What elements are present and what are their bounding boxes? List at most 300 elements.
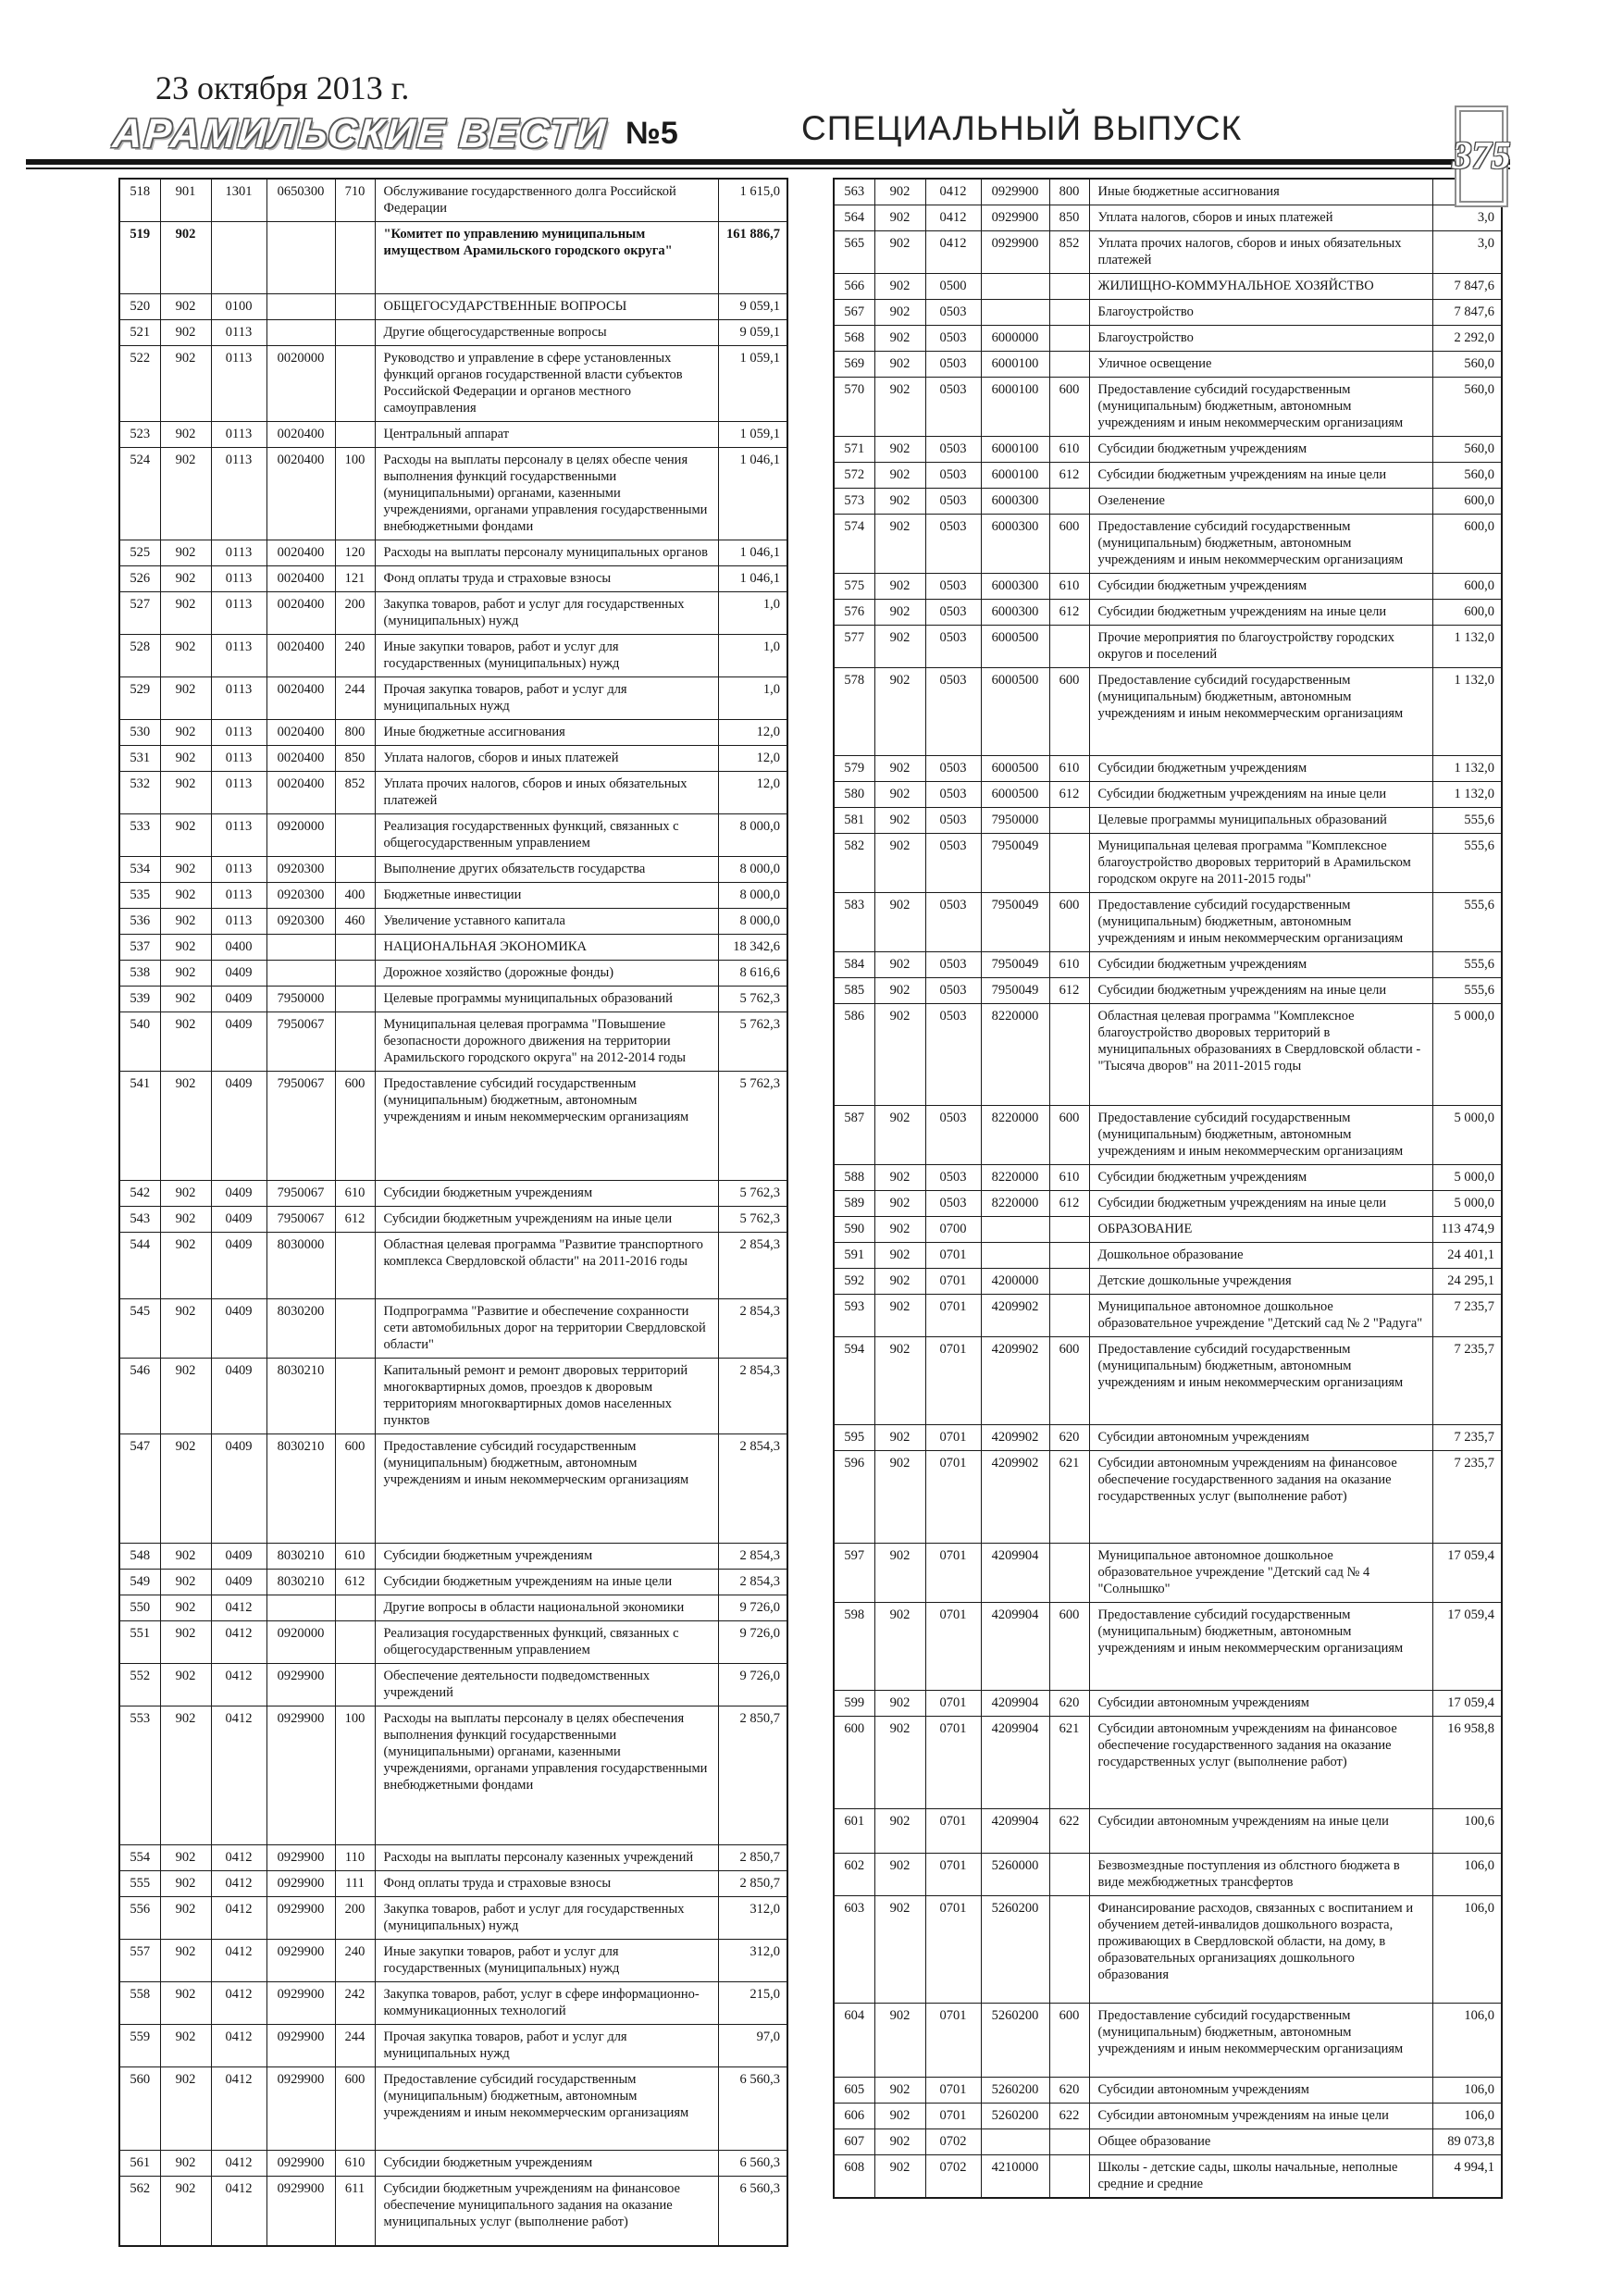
- table-row: [834, 2104, 1502, 2129]
- cell-expense-type: 240: [335, 1940, 375, 1982]
- table-row: [834, 1269, 1502, 1295]
- cell-expense-type: [335, 1664, 375, 1706]
- table-row: [834, 574, 1502, 600]
- cell-section-code: 0701: [925, 1603, 981, 1691]
- cell-name: Субсидии бюджетным учреждениям на иные цели: [1089, 782, 1432, 808]
- cell-amount: 600,0: [1432, 515, 1502, 574]
- cell-name: Предоставление субсидий государственным (муниципальным) бюджетным, автономным учреждениям и иным некоммерческим организациям: [1089, 1106, 1432, 1165]
- cell-grbs-code: 902: [160, 1940, 211, 1982]
- cell-grbs-code: 902: [874, 352, 925, 378]
- cell-target-article: 0929900: [981, 231, 1049, 274]
- budget-table-right: [833, 178, 1503, 2199]
- cell-target-article: 0920000: [266, 1621, 335, 1664]
- cell-name: Субсидии бюджетным учреждениям на иные цели: [375, 1570, 718, 1595]
- cell-grbs-code: 902: [874, 808, 925, 834]
- cell-grbs-code: 902: [874, 978, 925, 1004]
- cell-expense-type: 612: [1049, 1191, 1089, 1217]
- table-row: [119, 635, 787, 677]
- cell-expense-type: 110: [335, 1845, 375, 1871]
- cell-row-number: 544: [119, 1233, 160, 1299]
- cell-expense-type: 242: [335, 1982, 375, 2025]
- cell-grbs-code: 902: [160, 883, 211, 909]
- cell-name: Субсидии автономным учреждениям на иные цели: [1089, 2104, 1432, 2129]
- cell-target-article: 8030210: [266, 1570, 335, 1595]
- cell-section-code: 0701: [925, 1243, 981, 1269]
- cell-grbs-code: 902: [874, 1295, 925, 1337]
- cell-row-number: 549: [119, 1570, 160, 1595]
- cell-target-article: 8030210: [266, 1434, 335, 1544]
- cell-row-number: 536: [119, 909, 160, 935]
- cell-grbs-code: 902: [160, 1706, 211, 1845]
- cell-expense-type: 400: [335, 883, 375, 909]
- cell-amount: 5 000,0: [1432, 1191, 1502, 1217]
- cell-row-number: 607: [834, 2129, 874, 2155]
- table-row: [119, 566, 787, 592]
- cell-row-number: 569: [834, 352, 874, 378]
- cell-expense-type: 621: [1049, 1451, 1089, 1544]
- table-row: [119, 448, 787, 540]
- cell-section-code: 0409: [211, 1207, 266, 1233]
- cell-grbs-code: 902: [160, 1845, 211, 1871]
- cell-grbs-code: 902: [874, 756, 925, 782]
- cell-target-article: 8030200: [266, 1299, 335, 1359]
- cell-grbs-code: 902: [160, 566, 211, 592]
- cell-target-article: 7950067: [266, 1181, 335, 1207]
- cell-row-number: 532: [119, 772, 160, 814]
- cell-section-code: 0503: [925, 756, 981, 782]
- cell-grbs-code: 902: [874, 179, 925, 205]
- cell-target-article: 0020400: [266, 448, 335, 540]
- cell-grbs-code: 902: [874, 437, 925, 463]
- cell-grbs-code: 902: [160, 1359, 211, 1434]
- cell-expense-type: 610: [1049, 1165, 1089, 1191]
- cell-row-number: 592: [834, 1269, 874, 1295]
- cell-target-article: 0020400: [266, 540, 335, 566]
- cell-expense-type: 612: [1049, 463, 1089, 489]
- table-row: [119, 772, 787, 814]
- cell-grbs-code: 902: [874, 1243, 925, 1269]
- cell-amount: 1 046,1: [718, 566, 787, 592]
- cell-amount: 2 854,3: [718, 1233, 787, 1299]
- cell-name: Фонд оплаты труда и страховые взносы: [375, 1871, 718, 1897]
- cell-grbs-code: 902: [160, 346, 211, 422]
- cell-target-article: 6000100: [981, 378, 1049, 437]
- cell-name: Целевые программы муниципальных образований: [1089, 808, 1432, 834]
- cell-expense-type: 621: [1049, 1717, 1089, 1809]
- cell-expense-type: [335, 422, 375, 448]
- cell-row-number: 585: [834, 978, 874, 1004]
- cell-expense-type: 612: [1049, 600, 1089, 626]
- cell-section-code: 0701: [925, 1854, 981, 1896]
- cell-expense-type: [335, 1595, 375, 1621]
- cell-expense-type: 600: [1049, 893, 1089, 952]
- cell-section-code: 0701: [925, 1295, 981, 1337]
- table-row: [834, 1106, 1502, 1165]
- cell-name: Иные закупки товаров, работ и услуг для государственных (муниципальных) нужд: [375, 635, 718, 677]
- cell-row-number: 594: [834, 1337, 874, 1425]
- cell-section-code: 0412: [211, 2067, 266, 2151]
- cell-amount: 106,0: [1432, 2004, 1502, 2078]
- cell-section-code: 0400: [211, 935, 266, 961]
- table-row: [119, 909, 787, 935]
- cell-target-article: 0929900: [266, 2067, 335, 2151]
- cell-name: Иные бюджетные ассигнования: [1089, 179, 1432, 205]
- cell-name: Субсидии автономным учреждениям на финансовое обеспечение государственного задания на оказание государственных услуг (выполнение работ): [1089, 1717, 1432, 1809]
- cell-amount: 2 854,3: [718, 1359, 787, 1434]
- cell-target-article: 0929900: [266, 1664, 335, 1706]
- cell-section-code: 0503: [925, 1004, 981, 1106]
- cell-target-article: 0020400: [266, 592, 335, 635]
- cell-grbs-code: 902: [874, 1854, 925, 1896]
- cell-target-article: [266, 320, 335, 346]
- cell-amount: 1 132,0: [1432, 782, 1502, 808]
- cell-name: Уличное освещение: [1089, 352, 1432, 378]
- cell-expense-type: [1049, 626, 1089, 668]
- cell-row-number: 604: [834, 2004, 874, 2078]
- cell-section-code: 0701: [925, 1337, 981, 1425]
- cell-section-code: 0503: [925, 352, 981, 378]
- cell-section-code: 0503: [925, 668, 981, 756]
- cell-expense-type: 622: [1049, 1809, 1089, 1854]
- cell-expense-type: 600: [335, 1434, 375, 1544]
- cell-amount: 5 762,3: [718, 1181, 787, 1207]
- cell-name: Иные закупки товаров, работ и услуг для государственных (муниципальных) нужд: [375, 1940, 718, 1982]
- cell-name: Субсидии бюджетным учреждениям на иные цели: [375, 1207, 718, 1233]
- cell-row-number: 602: [834, 1854, 874, 1896]
- cell-row-number: 520: [119, 294, 160, 320]
- cell-target-article: [266, 294, 335, 320]
- table-row: [834, 1337, 1502, 1425]
- cell-target-article: [266, 1595, 335, 1621]
- cell-amount: 113 474,9: [1432, 1217, 1502, 1243]
- table-row: [119, 320, 787, 346]
- cell-name: Центральный аппарат: [375, 422, 718, 448]
- cell-target-article: [266, 961, 335, 987]
- cell-expense-type: [1049, 808, 1089, 834]
- cell-row-number: 553: [119, 1706, 160, 1845]
- cell-grbs-code: 902: [874, 574, 925, 600]
- cell-section-code: 0503: [925, 626, 981, 668]
- cell-amount: 5 762,3: [718, 1072, 787, 1181]
- cell-target-article: 6000300: [981, 574, 1049, 600]
- table-row: [834, 782, 1502, 808]
- cell-expense-type: 600: [1049, 1337, 1089, 1425]
- cell-amount: 2 850,7: [718, 1706, 787, 1845]
- cell-section-code: 0701: [925, 1717, 981, 1809]
- cell-row-number: 564: [834, 205, 874, 231]
- cell-amount: 100,6: [1432, 1809, 1502, 1854]
- table-row: [119, 1233, 787, 1299]
- cell-grbs-code: 902: [160, 2177, 211, 2246]
- cell-section-code: 0100: [211, 294, 266, 320]
- cell-expense-type: 244: [335, 677, 375, 720]
- cell-name: Благоустройство: [1089, 300, 1432, 326]
- cell-row-number: 565: [834, 231, 874, 274]
- cell-target-article: 0929900: [266, 1940, 335, 1982]
- cell-target-article: 6000300: [981, 489, 1049, 515]
- cell-expense-type: 244: [335, 2025, 375, 2067]
- cell-target-article: 0929900: [266, 2151, 335, 2177]
- cell-section-code: 0701: [925, 1544, 981, 1603]
- table-row: [119, 2025, 787, 2067]
- cell-target-article: 4209904: [981, 1603, 1049, 1691]
- cell-amount: 5 000,0: [1432, 1004, 1502, 1106]
- cell-expense-type: 800: [1049, 179, 1089, 205]
- table-row: [119, 1664, 787, 1706]
- cell-expense-type: 600: [1049, 1106, 1089, 1165]
- cell-amount: 312,0: [718, 1940, 787, 1982]
- masthead-logo: АРАМИЛЬСКИЕ ВЕСТИ: [111, 111, 609, 156]
- cell-amount: 9 726,0: [718, 1595, 787, 1621]
- cell-row-number: 561: [119, 2151, 160, 2177]
- cell-grbs-code: 902: [160, 1621, 211, 1664]
- masthead: [113, 111, 678, 157]
- cell-amount: 7 235,7: [1432, 1425, 1502, 1451]
- cell-amount: 560,0: [1432, 463, 1502, 489]
- cell-section-code: 0503: [925, 808, 981, 834]
- cell-amount: 555,6: [1432, 893, 1502, 952]
- cell-target-article: 8220000: [981, 1106, 1049, 1165]
- cell-section-code: 0113: [211, 635, 266, 677]
- cell-target-article: 0929900: [981, 179, 1049, 205]
- cell-expense-type: 611: [335, 2177, 375, 2246]
- cell-row-number: 540: [119, 1012, 160, 1072]
- cell-row-number: 556: [119, 1897, 160, 1940]
- cell-expense-type: 600: [1049, 668, 1089, 756]
- cell-amount: 560,0: [1432, 437, 1502, 463]
- cell-grbs-code: 902: [874, 668, 925, 756]
- cell-target-article: [981, 300, 1049, 326]
- cell-section-code: 0701: [925, 1269, 981, 1295]
- table-row: [119, 222, 787, 294]
- cell-grbs-code: 902: [160, 935, 211, 961]
- cell-section-code: 0412: [211, 1982, 266, 2025]
- cell-target-article: 0020400: [266, 677, 335, 720]
- cell-amount: 1 132,0: [1432, 668, 1502, 756]
- table-row: [119, 179, 787, 222]
- cell-expense-type: [1049, 2155, 1089, 2199]
- cell-amount: 89 073,8: [1432, 2129, 1502, 2155]
- cell-row-number: 566: [834, 274, 874, 300]
- cell-grbs-code: 902: [160, 1871, 211, 1897]
- cell-target-article: 0920300: [266, 883, 335, 909]
- cell-expense-type: [335, 814, 375, 857]
- cell-name: Закупка товаров, работ и услуг для государственных (муниципальных) нужд: [375, 1897, 718, 1940]
- cell-row-number: 523: [119, 422, 160, 448]
- cell-name: Предоставление субсидий государственным (муниципальным) бюджетным, автономным учреждениям и иным некоммерческим организациям: [1089, 515, 1432, 574]
- cell-target-article: [981, 1217, 1049, 1243]
- cell-row-number: 545: [119, 1299, 160, 1359]
- page-number-box: [1452, 105, 1511, 207]
- cell-expense-type: 600: [335, 2067, 375, 2151]
- cell-target-article: 0929900: [266, 2177, 335, 2246]
- cell-row-number: 570: [834, 378, 874, 437]
- table-row: [119, 1595, 787, 1621]
- cell-target-article: 6000300: [981, 515, 1049, 574]
- cell-amount: 1 132,0: [1432, 626, 1502, 668]
- cell-name: Детские дошкольные учреждения: [1089, 1269, 1432, 1295]
- table-row: [119, 814, 787, 857]
- cell-section-code: 0113: [211, 772, 266, 814]
- cell-expense-type: [335, 1359, 375, 1434]
- cell-expense-type: [335, 961, 375, 987]
- cell-row-number: 578: [834, 668, 874, 756]
- cell-target-article: 0929900: [266, 1706, 335, 1845]
- table-row: [834, 2155, 1502, 2199]
- cell-expense-type: [1049, 326, 1089, 352]
- table-row: [119, 1940, 787, 1982]
- cell-amount: 8 616,6: [718, 961, 787, 987]
- cell-section-code: 0701: [925, 2078, 981, 2104]
- cell-target-article: 4209904: [981, 1691, 1049, 1717]
- cell-name: Капитальный ремонт и ремонт дворовых территорий многоквартирных домов, проездов к дворовым территориям многоквартирных домов населенных пунктов: [375, 1359, 718, 1434]
- cell-section-code: [211, 222, 266, 294]
- cell-section-code: 0113: [211, 566, 266, 592]
- cell-amount: 560,0: [1432, 378, 1502, 437]
- table-row: [834, 1217, 1502, 1243]
- cell-target-article: 4200000: [981, 1269, 1049, 1295]
- cell-amount: 106,0: [1432, 2104, 1502, 2129]
- cell-row-number: 535: [119, 883, 160, 909]
- cell-section-code: 0113: [211, 592, 266, 635]
- cell-grbs-code: 902: [874, 274, 925, 300]
- table-row: [119, 720, 787, 746]
- cell-expense-type: 600: [1049, 1603, 1089, 1691]
- cell-section-code: 0409: [211, 1544, 266, 1570]
- cell-target-article: 5260200: [981, 1896, 1049, 2004]
- special-issue-title: СПЕЦИАЛЬНЫЙ ВЫПУСК: [801, 109, 1243, 147]
- cell-amount: 5 762,3: [718, 1207, 787, 1233]
- cell-name: Благоустройство: [1089, 326, 1432, 352]
- cell-amount: 24 401,1: [1432, 1243, 1502, 1269]
- table-row: [834, 437, 1502, 463]
- cell-row-number: 539: [119, 987, 160, 1012]
- cell-row-number: 606: [834, 2104, 874, 2129]
- cell-expense-type: [335, 935, 375, 961]
- cell-section-code: 0113: [211, 448, 266, 540]
- cell-row-number: 595: [834, 1425, 874, 1451]
- cell-amount: 2 850,7: [718, 1871, 787, 1897]
- cell-amount: 106,0: [1432, 2078, 1502, 2104]
- cell-section-code: 0503: [925, 1165, 981, 1191]
- cell-section-code: 0412: [211, 2151, 266, 2177]
- cell-row-number: 557: [119, 1940, 160, 1982]
- cell-name: Общее образование: [1089, 2129, 1432, 2155]
- cell-amount: 1 046,1: [718, 540, 787, 566]
- cell-section-code: 0701: [925, 1691, 981, 1717]
- cell-expense-type: 100: [335, 448, 375, 540]
- table-row: [834, 1243, 1502, 1269]
- cell-name: Субсидии бюджетным учреждениям на иные цели: [1089, 463, 1432, 489]
- cell-grbs-code: 902: [160, 720, 211, 746]
- cell-target-article: 4209902: [981, 1451, 1049, 1544]
- cell-target-article: 6000500: [981, 668, 1049, 756]
- cell-name: Выполнение других обязательств государства: [375, 857, 718, 883]
- cell-grbs-code: 902: [160, 987, 211, 1012]
- cell-row-number: 586: [834, 1004, 874, 1106]
- cell-target-article: 4209904: [981, 1544, 1049, 1603]
- cell-row-number: 559: [119, 2025, 160, 2067]
- budget-table-right-body: [834, 179, 1502, 2198]
- cell-target-article: 5260200: [981, 2104, 1049, 2129]
- table-row: [834, 205, 1502, 231]
- cell-amount: 555,6: [1432, 808, 1502, 834]
- cell-name: Прочая закупка товаров, работ и услуг для муниципальных нужд: [375, 677, 718, 720]
- table-row: [834, 463, 1502, 489]
- cell-row-number: 522: [119, 346, 160, 422]
- cell-row-number: 573: [834, 489, 874, 515]
- cell-row-number: 587: [834, 1106, 874, 1165]
- cell-name: Обслуживание государственного долга Российской Федерации: [375, 179, 718, 222]
- cell-section-code: 0412: [211, 1871, 266, 1897]
- cell-target-article: 7950049: [981, 952, 1049, 978]
- cell-name: Муниципальная целевая программа "Комплексное благоустройство дворовых территорий в Арамильском городском округе на 2011-2015 годы": [1089, 834, 1432, 893]
- cell-grbs-code: 902: [874, 205, 925, 231]
- cell-grbs-code: 902: [874, 1544, 925, 1603]
- cell-row-number: 552: [119, 1664, 160, 1706]
- cell-name: Предоставление субсидий государственным (муниципальным) бюджетным, автономным учреждениям и иным некоммерческим организациям: [375, 1072, 718, 1181]
- cell-section-code: 1301: [211, 179, 266, 222]
- cell-grbs-code: 902: [874, 1603, 925, 1691]
- cell-amount: 12,0: [718, 720, 787, 746]
- table-row: [119, 961, 787, 987]
- cell-row-number: 528: [119, 635, 160, 677]
- cell-target-article: 0020400: [266, 746, 335, 772]
- cell-name: Субсидии бюджетным учреждениям на финансовое обеспечение муниципального задания на оказание муниципальных услуг (выполнение работ): [375, 2177, 718, 2246]
- cell-grbs-code: 902: [160, 1544, 211, 1570]
- cell-row-number: 591: [834, 1243, 874, 1269]
- cell-section-code: 0113: [211, 320, 266, 346]
- cell-grbs-code: 902: [160, 1434, 211, 1544]
- cell-amount: 17 059,4: [1432, 1691, 1502, 1717]
- cell-grbs-code: 902: [874, 2129, 925, 2155]
- cell-section-code: 0409: [211, 1434, 266, 1544]
- cell-amount: 18 342,6: [718, 935, 787, 961]
- table-row: [119, 1434, 787, 1544]
- cell-expense-type: [1049, 1896, 1089, 2004]
- cell-grbs-code: 902: [874, 2104, 925, 2129]
- cell-grbs-code: 902: [874, 300, 925, 326]
- cell-row-number: 558: [119, 1982, 160, 2025]
- cell-target-article: 6000100: [981, 437, 1049, 463]
- cell-target-article: 0929900: [981, 205, 1049, 231]
- cell-row-number: 576: [834, 600, 874, 626]
- cell-row-number: 526: [119, 566, 160, 592]
- cell-grbs-code: 902: [874, 782, 925, 808]
- table-row: [119, 1570, 787, 1595]
- cell-section-code: 0412: [925, 231, 981, 274]
- cell-section-code: 0409: [211, 1570, 266, 1595]
- cell-section-code: 0412: [211, 2025, 266, 2067]
- cell-grbs-code: 902: [874, 1425, 925, 1451]
- cell-amount: 5 000,0: [1432, 1106, 1502, 1165]
- cell-target-article: 0020000: [266, 346, 335, 422]
- cell-section-code: 0412: [211, 1621, 266, 1664]
- cell-row-number: 521: [119, 320, 160, 346]
- table-row: [834, 1603, 1502, 1691]
- cell-row-number: 519: [119, 222, 160, 294]
- cell-section-code: 0409: [211, 1181, 266, 1207]
- cell-name: Областная целевая программа "Комплексное благоустройство дворовых территорий в муниципальных образованиях в Свердловской области - "Тысяча дворов" на 2011-2015 годы: [1089, 1004, 1432, 1106]
- cell-target-article: 0020400: [266, 422, 335, 448]
- cell-name: Субсидии бюджетным учреждениям: [375, 1181, 718, 1207]
- cell-target-article: 6000500: [981, 782, 1049, 808]
- cell-expense-type: 610: [1049, 574, 1089, 600]
- cell-target-article: 8220000: [981, 1191, 1049, 1217]
- cell-section-code: 0503: [925, 378, 981, 437]
- cell-expense-type: [1049, 1544, 1089, 1603]
- cell-target-article: 4210000: [981, 2155, 1049, 2199]
